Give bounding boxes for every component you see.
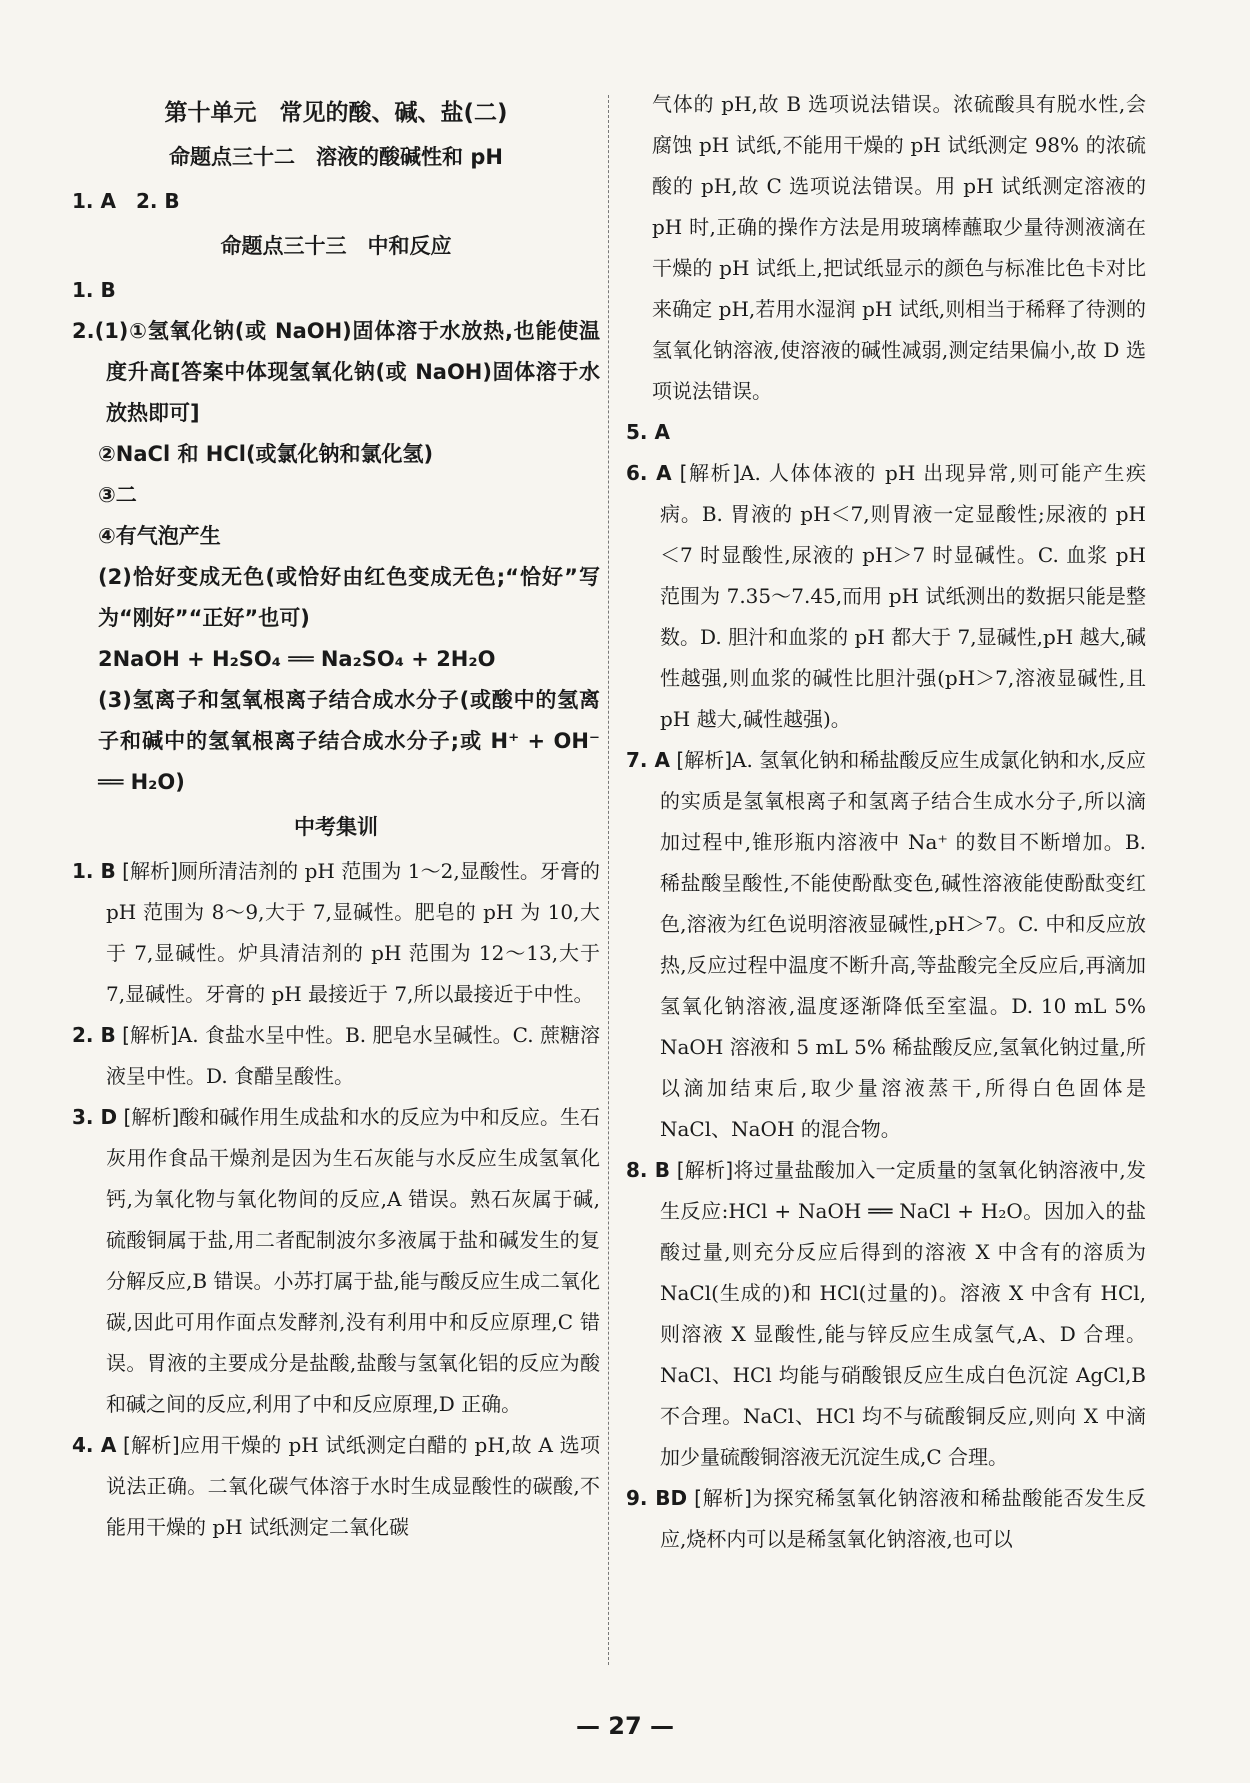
zk-q9 — [626, 1478, 1146, 1560]
zk-q6-tag: [解析] — [679, 461, 741, 485]
zk-q2-text: A. 食盐水呈中性。B. 肥皂水呈碱性。C. 蔗糖溶液呈中性。D. 食醋呈酸性。 — [106, 1023, 601, 1088]
page-number: — 27 — — [575, 1712, 675, 1740]
zhongkao-title: 中考集训 — [294, 815, 378, 839]
zk-q1-text: 厕所清洁剂的 pH 范围为 1～2,显酸性。牙膏的 pH 范围为 8～9,大于 7,显碱性。肥皂的 pH 为 10,大于 7,显碱性。炉具清洁剂的 pH 范围为 12～13,大于 7,显碱性。牙膏的 pH 最接近于 7,所以最接近于中性。 — [106, 859, 600, 1006]
zk-q5: 5. A — [626, 420, 670, 444]
zk-q4-number: 4. A — [72, 1433, 117, 1457]
section-33-q2-part5: (2)恰好变成无色(或恰好由红色变成无色;“恰好”写为“刚好”“正好”也可) — [98, 565, 600, 630]
section-33-q2-text1: (1)①氢氧化钠(或 NaOH)固体溶于水放热,也能使温度升高[答案中体现氢氧化钠(或 NaOH)固体溶于水放热即可] — [94, 319, 600, 425]
zk-q4-text: 应用干燥的 pH 试纸测定白醋的 pH,故 A 选项说法正确。二氧化碳气体溶于水时生成显酸性的碳酸,不能用干燥的 pH 试纸测定二氧化碳 — [106, 1433, 601, 1539]
zk-q6-number: 6. A — [626, 461, 672, 485]
zk-q3-tag: [解析] — [123, 1105, 180, 1129]
zk-q7-tag: [解析] — [676, 748, 733, 772]
section-32-answers: 1. A 2. B — [72, 189, 180, 213]
zk-q7-number: 7. A — [626, 748, 670, 772]
column-divider — [608, 95, 609, 1665]
right-column — [626, 84, 1146, 1560]
zk-q9-number: 9. BD — [626, 1486, 688, 1510]
zk-q8-text: 将过量盐酸加入一定质量的氢氧化钠溶液中,发生反应:HCl + NaOH ══ NaCl + H₂O。因加入的盐酸过量,则充分反应后得到的溶液 X 中含有的溶质为 NaCl(生成的)和 HCl(过量的)。溶液 X 中含有 HCl,则溶液 X 显酸性,能与锌反应生成氢气,A、D 合理。NaCl、HCl 均能与硝酸银反应生成白色沉淀 AgCl,B 不合理。NaCl、HCl 均不与硫酸铜反应,则向 X 中滴加少量硫酸铜溶液无沉淀生成,C 合理。 — [660, 1158, 1147, 1469]
zk-q8-number: 8. B — [626, 1158, 671, 1182]
unit-title: 第十单元 常见的酸、碱、盐(二) — [164, 100, 508, 126]
zk-q7-text: A. 氢氧化钠和稀盐酸反应生成氯化钠和水,反应的实质是氢氧根离子和氢离子结合生成水分子,所以滴加过程中,锥形瓶内溶液中 Na⁺ 的数目不断增加。B. 稀盐酸呈酸性,不能使酚酞变色,碱性溶液能使酚酞变红色,溶液为红色说明溶液显碱性,pH＞7。C. 中和反应放热,反应过程中温度不断升高,等盐酸完全反应后,再滴加氢氧化钠溶液,温度逐渐降低至室温。D. 10 mL 5% NaOH 溶液和 5 mL 5% 稀盐酸反应,氢氧化钠过量,所以滴加结束后,取少量溶液蒸干,所得白色固体是 NaCl、NaOH 的混合物。 — [660, 748, 1146, 1141]
zk-q2-number: 2. B — [72, 1023, 116, 1047]
section-33-q2-part2: ②NaCl 和 HCl(或氯化钠和氯化氢) — [98, 442, 434, 466]
section-33-q2-number: 2. — [72, 319, 95, 343]
zk-q4 — [72, 1425, 600, 1548]
section-33-title: 命题点三十三 中和反应 — [220, 234, 452, 258]
left-column — [72, 84, 600, 1548]
zk-q1-tag: [解析] — [122, 859, 178, 883]
zk-q6 — [626, 453, 1146, 740]
zk-q4-tag: [解析] — [123, 1433, 180, 1457]
zk-q8 — [626, 1150, 1146, 1478]
zk-q1-number: 1. B — [72, 859, 116, 883]
zk-q2-tag: [解析] — [122, 1023, 178, 1047]
zk-q8-tag: [解析] — [676, 1158, 734, 1182]
section-33-q2-part6: (3)氢离子和氢氧根离子结合成水分子(或酸中的氢离子和碱中的氢氧根离子结合成水分子;或 H⁺ + OH⁻ ══ H₂O) — [98, 688, 600, 794]
zk-q9-tag: [解析] — [694, 1486, 752, 1510]
section-33-q2-part3: ③二 — [98, 483, 137, 507]
section-33-q2-equation: 2NaOH + H₂SO₄ ══ Na₂SO₄ + 2H₂O — [98, 647, 496, 671]
section-33-q1: 1. B — [72, 278, 116, 302]
zk-q6-text: A. 人体体液的 pH 出现异常,则可能产生疾病。B. 胃液的 pH＜7,则胃液一定显酸性;尿液的 pH＜7 时显酸性,尿液的 pH＞7 时显碱性。C. 血浆 pH 范围为 7.35～7.45,而用 pH 试纸测出的数据只能是整数。D. 胆汁和血浆的 pH 都大于 7,显碱性,pH 越大,碱性越强,则血浆的碱性比胆汁强(pH＞7,溶液显碱性,且 pH 越大,碱性越强)。 — [660, 461, 1146, 731]
zk-q9-text: 为探究稀氢氧化钠溶液和稀盐酸能否发生反应,烧杯内可以是稀氢氧化钠溶液,也可以 — [660, 1486, 1147, 1551]
zk-q3-number: 3. D — [72, 1105, 118, 1129]
zk-q2 — [72, 1015, 600, 1097]
zk-q1 — [72, 851, 600, 1015]
zk-q7 — [626, 740, 1146, 1150]
section-33-q2-part4: ④有气泡产生 — [98, 524, 221, 548]
zk-q4-continued: 气体的 pH,故 B 选项说法错误。浓硫酸具有脱水性,会腐蚀 pH 试纸,不能用干燥的 pH 试纸测定 98% 的浓硫酸的 pH,故 C 选项说法错误。用 pH 试纸测定溶液的 pH 时,正确的操作方法是用玻璃棒蘸取少量待测液滴在干燥的 pH 试纸上,把试纸显示的颜色与标准比色卡对比来确定 pH,若用水湿润 pH 试纸,则相当于稀释了待测的氢氧化钠溶液,使溶液的碱性减弱,测定结果偏小,故 D 选项说法错误。 — [652, 92, 1146, 403]
zk-q3 — [72, 1097, 600, 1425]
zk-q3-text: 酸和碱作用生成盐和水的反应为中和反应。生石灰用作食品干燥剂是因为生石灰能与水反应生成氢氧化钙,为氧化物与氧化物间的反应,A 错误。熟石灰属于碱,硫酸铜属于盐,用二者配制波尔多液属于盐和碱发生的复分解反应,B 错误。小苏打属于盐,能与酸反应生成二氧化碳,因此可用作面点发酵剂,没有利用中和反应原理,C 错误。胃液的主要成分是盐酸,盐酸与氢氧化铝的反应为酸和碱之间的反应,利用了中和反应原理,D 正确。 — [106, 1105, 601, 1416]
section-32-title: 命题点三十二 溶液的酸碱性和 pH — [169, 145, 503, 169]
section-33-q2-part1 — [72, 311, 600, 434]
